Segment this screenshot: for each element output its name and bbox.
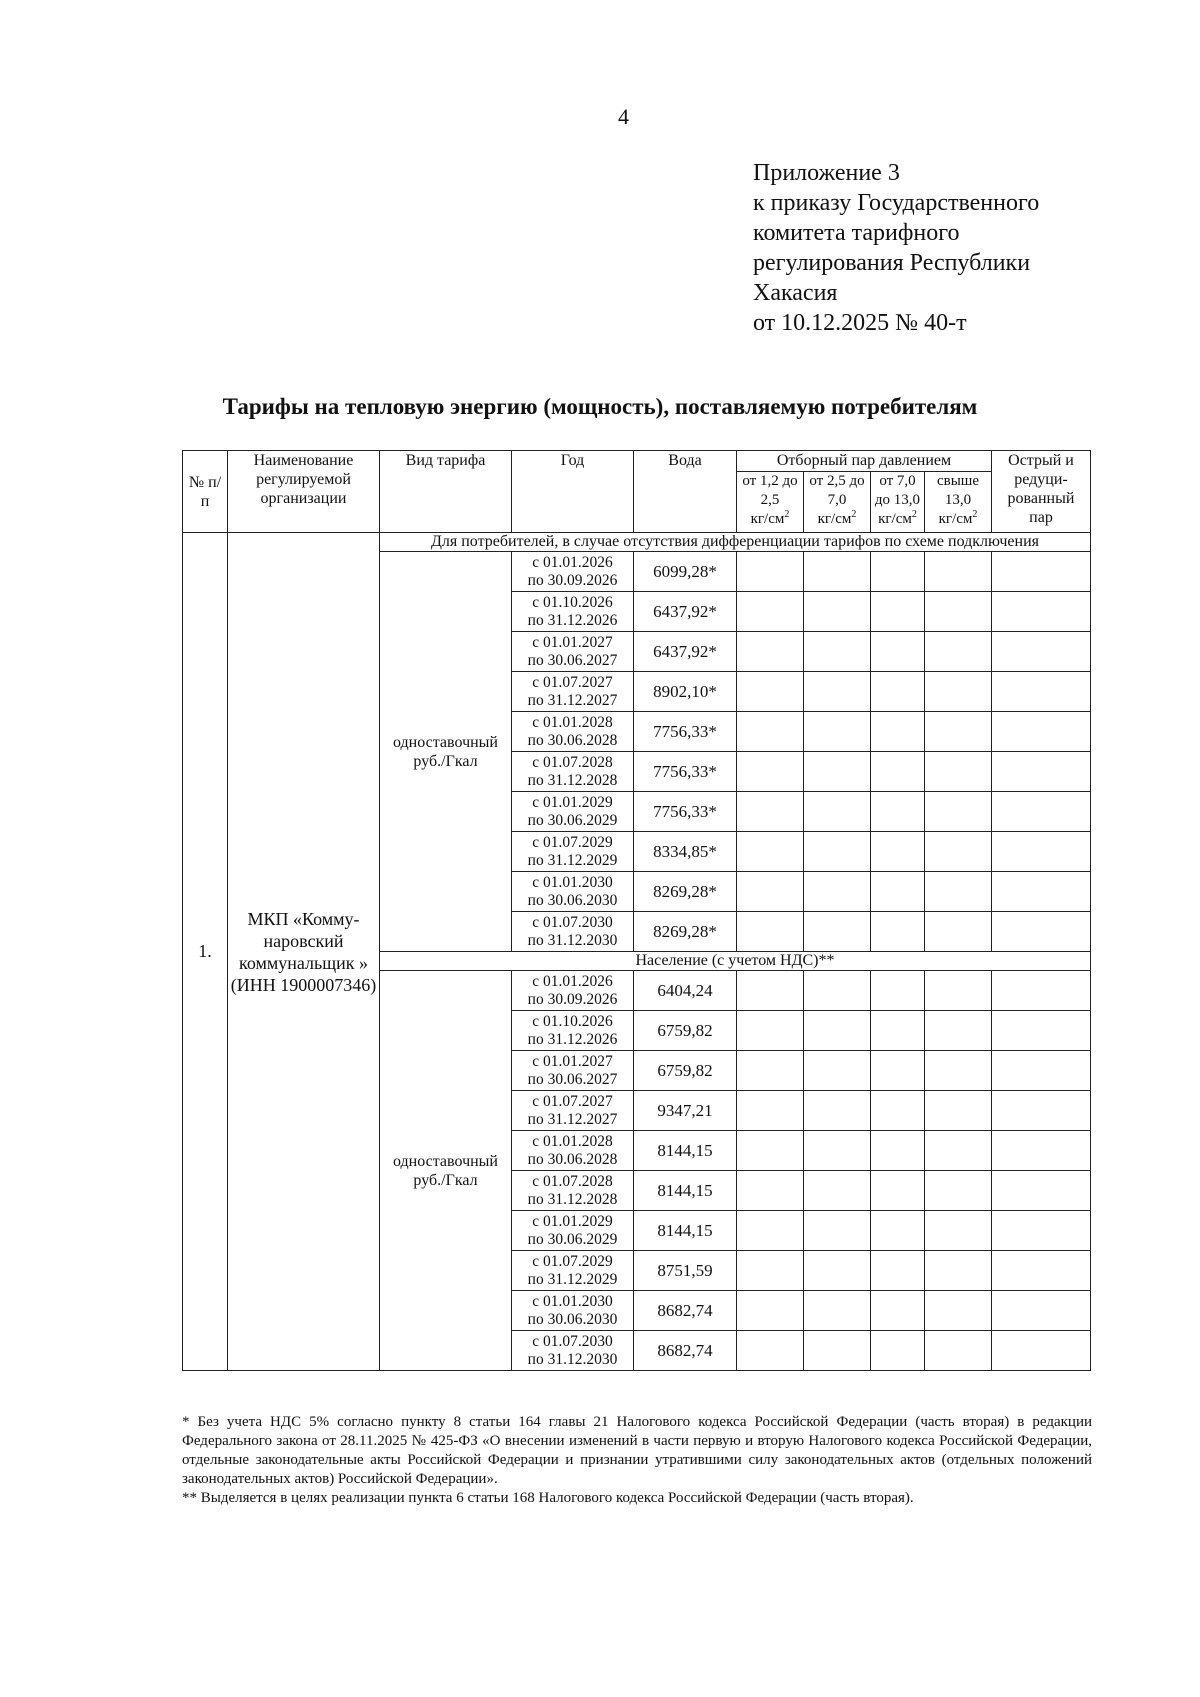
- empty-cell: [871, 1251, 925, 1291]
- empty-cell: [804, 792, 871, 832]
- empty-cell: [871, 912, 925, 952]
- empty-cell: [925, 1291, 992, 1331]
- period-cell: [512, 832, 634, 872]
- empty-cell: [737, 1171, 804, 1211]
- tariff-kind: одноставочный руб./Гкал: [380, 971, 512, 1371]
- period-from: с 01.07.2030: [532, 913, 613, 931]
- appendix-line: от 10.12.2025 № 40-т: [753, 310, 967, 336]
- water-value: 8144,15: [634, 1211, 737, 1251]
- period-from: с 01.07.2029: [532, 1252, 613, 1270]
- tariff-table: [182, 450, 1091, 1371]
- empty-cell: [804, 752, 871, 792]
- empty-cell: [871, 1331, 925, 1371]
- steam-unit: кг/см: [938, 511, 973, 527]
- appendix-line: к приказу Государственного: [753, 190, 1040, 216]
- empty-cell: [804, 1091, 871, 1131]
- empty-cell: [804, 1291, 871, 1331]
- period-cell: [512, 1091, 634, 1131]
- header-steam-1: [737, 472, 804, 533]
- header-tariff-kind: Вид тарифа: [380, 451, 512, 533]
- empty-cell: [992, 1091, 1091, 1131]
- water-value: 8269,28*: [634, 912, 737, 952]
- empty-cell: [992, 1211, 1091, 1251]
- empty-cell: [992, 1131, 1091, 1171]
- empty-cell: [737, 632, 804, 672]
- period-from: с 01.10.2026: [532, 593, 613, 611]
- empty-cell: [925, 1011, 992, 1051]
- empty-cell: [992, 1251, 1091, 1291]
- water-value: 8682,74: [634, 1291, 737, 1331]
- water-value: 7756,33*: [634, 712, 737, 752]
- empty-cell: [737, 1051, 804, 1091]
- empty-cell: [871, 752, 925, 792]
- period-cell: [512, 1251, 634, 1291]
- period-from: с 01.07.2027: [532, 1092, 613, 1110]
- header-water: Вода: [634, 451, 737, 533]
- footnotes: [182, 1413, 1092, 1508]
- empty-cell: [925, 1331, 992, 1371]
- steam-unit-power: 2: [911, 509, 917, 520]
- header-organization: Наименование регулируемой организации: [228, 451, 380, 533]
- empty-cell: [804, 832, 871, 872]
- empty-cell: [871, 592, 925, 632]
- empty-cell: [737, 1251, 804, 1291]
- empty-cell: [871, 712, 925, 752]
- steam-unit-power: 2: [784, 509, 790, 520]
- empty-cell: [737, 1091, 804, 1131]
- empty-cell: [737, 872, 804, 912]
- period-to: по 30.06.2030: [527, 891, 618, 909]
- period-cell: [512, 632, 634, 672]
- period-cell: [512, 1051, 634, 1091]
- empty-cell: [804, 552, 871, 592]
- water-value: 6759,82: [634, 1051, 737, 1091]
- water-value: 7756,33*: [634, 792, 737, 832]
- period-cell: [512, 552, 634, 592]
- period-to: по 31.12.2029: [527, 851, 618, 869]
- page-number: 4: [618, 104, 629, 129]
- empty-cell: [992, 1291, 1091, 1331]
- empty-cell: [925, 752, 992, 792]
- period-to: по 31.12.2027: [527, 691, 618, 709]
- header-steam-4: [925, 472, 992, 533]
- empty-cell: [925, 1131, 992, 1171]
- period-from: с 01.01.2029: [532, 1212, 613, 1230]
- section-row: [183, 533, 1091, 552]
- empty-cell: [992, 1171, 1091, 1211]
- tariff-kind: одноставочный руб./Гкал: [380, 552, 512, 952]
- empty-cell: [737, 712, 804, 752]
- empty-cell: [925, 1051, 992, 1091]
- empty-cell: [737, 552, 804, 592]
- period-from: с 01.01.2027: [532, 633, 613, 651]
- period-to: по 30.06.2028: [527, 731, 618, 749]
- period-cell: [512, 1291, 634, 1331]
- empty-cell: [871, 792, 925, 832]
- empty-cell: [925, 792, 992, 832]
- document-title: Тарифы на тепловую энергию (мощность), поставляемую потребителям: [222, 394, 978, 419]
- steam-range: свыше 13,0: [936, 473, 980, 508]
- empty-cell: [992, 1011, 1091, 1051]
- period-cell: [512, 712, 634, 752]
- period-to: по 31.12.2030: [527, 931, 618, 949]
- empty-cell: [925, 712, 992, 752]
- period-from: с 01.01.2029: [532, 793, 613, 811]
- period-from: с 01.01.2028: [532, 713, 613, 731]
- period-to: по 30.06.2029: [527, 811, 618, 829]
- period-to: по 31.12.2029: [527, 1270, 618, 1288]
- empty-cell: [992, 592, 1091, 632]
- empty-cell: [992, 1051, 1091, 1091]
- water-value: 8751,59: [634, 1251, 737, 1291]
- empty-cell: [804, 672, 871, 712]
- period-cell: [512, 592, 634, 632]
- period-cell: [512, 1131, 634, 1171]
- period-to: по 31.12.2026: [527, 611, 618, 629]
- empty-cell: [737, 1011, 804, 1051]
- empty-cell: [871, 1171, 925, 1211]
- period-to: по 30.09.2026: [527, 571, 618, 589]
- empty-cell: [871, 632, 925, 672]
- period-from: с 01.01.2026: [532, 972, 613, 990]
- steam-range: от 1,2 до 2,5: [742, 473, 798, 508]
- empty-cell: [925, 592, 992, 632]
- steam-range: от 7,0 до 13,0: [874, 473, 921, 508]
- period-to: по 30.06.2027: [527, 1070, 618, 1088]
- period-to: по 31.12.2030: [527, 1350, 618, 1368]
- period-to: по 30.06.2029: [527, 1230, 618, 1248]
- water-value: 9347,21: [634, 1091, 737, 1131]
- period-cell: [512, 792, 634, 832]
- period-from: с 01.07.2027: [532, 673, 613, 691]
- empty-cell: [871, 1011, 925, 1051]
- appendix-line: Приложение 3: [753, 160, 900, 186]
- empty-cell: [737, 912, 804, 952]
- water-value: 8682,74: [634, 1331, 737, 1371]
- header-number: № п/п: [183, 451, 228, 533]
- water-value: 6437,92*: [634, 592, 737, 632]
- period-cell: [512, 872, 634, 912]
- empty-cell: [925, 1251, 992, 1291]
- water-value: 6404,24: [634, 971, 737, 1011]
- empty-cell: [925, 672, 992, 712]
- period-from: с 01.07.2029: [532, 833, 613, 851]
- empty-cell: [737, 592, 804, 632]
- steam-unit: кг/см: [878, 511, 912, 527]
- empty-cell: [992, 632, 1091, 672]
- period-from: с 01.07.2028: [532, 1172, 613, 1190]
- empty-cell: [925, 912, 992, 952]
- period-cell: [512, 971, 634, 1011]
- period-from: с 01.01.2026: [532, 553, 613, 571]
- water-value: 8144,15: [634, 1171, 737, 1211]
- empty-cell: [737, 971, 804, 1011]
- period-cell: [512, 1011, 634, 1051]
- period-from: с 01.01.2030: [532, 1292, 613, 1310]
- appendix-line: регулирования Республики: [753, 250, 1031, 276]
- empty-cell: [992, 971, 1091, 1011]
- period-cell: [512, 672, 634, 712]
- empty-cell: [804, 1171, 871, 1211]
- empty-cell: [992, 792, 1091, 832]
- empty-cell: [737, 1331, 804, 1371]
- row-number: 1.: [183, 533, 228, 1371]
- organization-name: МКП «Комму-наровский коммунальщик » (ИНН 1900007346): [228, 533, 380, 1371]
- empty-cell: [925, 872, 992, 912]
- header-steam-3: [871, 472, 925, 533]
- empty-cell: [871, 1131, 925, 1171]
- period-cell: [512, 1171, 634, 1211]
- empty-cell: [871, 832, 925, 872]
- water-value: 6099,28*: [634, 552, 737, 592]
- empty-cell: [925, 552, 992, 592]
- period-to: по 30.06.2030: [527, 1310, 618, 1328]
- empty-cell: [804, 1331, 871, 1371]
- footnote: * Без учета НДС 5% согласно пункту 8 статьи 164 главы 21 Налогового кодекса Российской Федерации (часть вторая) в редакции Федерального закона от 28.11.2025 № 425-ФЗ «О внесении изменений в части первую и вторую Налогового кодекса Российской Федерации, отдельные законодательные акты Российской Федерации и признании утратившими силу законодательных актов (отдельных положений законодательных актов) Российской Федерации».: [182, 1414, 1092, 1487]
- empty-cell: [804, 632, 871, 672]
- empty-cell: [925, 632, 992, 672]
- empty-cell: [992, 672, 1091, 712]
- period-to: по 31.12.2026: [527, 1030, 618, 1048]
- steam-range: от 2,5 до 7,0: [809, 473, 865, 508]
- header-steam-2: [804, 472, 871, 533]
- empty-cell: [804, 1131, 871, 1171]
- empty-cell: [804, 912, 871, 952]
- empty-cell: [737, 832, 804, 872]
- empty-cell: [804, 1051, 871, 1091]
- period-to: по 30.06.2027: [527, 651, 618, 669]
- header-year: Год: [512, 451, 634, 533]
- empty-cell: [804, 872, 871, 912]
- empty-cell: [925, 832, 992, 872]
- header-steam-group: Отборный пар давлением: [737, 451, 992, 472]
- empty-cell: [925, 1091, 992, 1131]
- period-cell: [512, 752, 634, 792]
- empty-cell: [925, 1171, 992, 1211]
- empty-cell: [871, 672, 925, 712]
- empty-cell: [804, 971, 871, 1011]
- period-cell: [512, 1211, 634, 1251]
- empty-cell: [804, 712, 871, 752]
- empty-cell: [804, 592, 871, 632]
- period-to: по 31.12.2027: [527, 1110, 618, 1128]
- period-from: с 01.10.2026: [532, 1012, 613, 1030]
- empty-cell: [737, 672, 804, 712]
- empty-cell: [992, 912, 1091, 952]
- water-value: 8269,28*: [634, 872, 737, 912]
- period-cell: [512, 1331, 634, 1371]
- tariff-table-body: [183, 533, 1091, 1371]
- steam-unit-power: 2: [972, 509, 978, 520]
- steam-unit: кг/см: [750, 511, 785, 527]
- steam-unit-power: 2: [851, 509, 857, 520]
- empty-cell: [737, 792, 804, 832]
- empty-cell: [992, 752, 1091, 792]
- period-to: по 30.09.2026: [527, 990, 618, 1008]
- empty-cell: [871, 872, 925, 912]
- empty-cell: [992, 1331, 1091, 1371]
- empty-cell: [804, 1011, 871, 1051]
- period-from: с 01.01.2030: [532, 873, 613, 891]
- period-to: по 30.06.2028: [527, 1150, 618, 1168]
- empty-cell: [992, 832, 1091, 872]
- empty-cell: [871, 1051, 925, 1091]
- water-value: 6437,92*: [634, 632, 737, 672]
- empty-cell: [804, 1211, 871, 1251]
- empty-cell: [871, 1091, 925, 1131]
- steam-unit: кг/см: [817, 511, 852, 527]
- appendix-line: комитета тарифного: [753, 220, 960, 246]
- water-value: 7756,33*: [634, 752, 737, 792]
- period-from: с 01.07.2028: [532, 753, 613, 771]
- period-to: по 31.12.2028: [527, 771, 618, 789]
- period-cell: [512, 912, 634, 952]
- empty-cell: [737, 1131, 804, 1171]
- empty-cell: [992, 712, 1091, 752]
- footnote: ** Выделяется в целях реализации пункта 6 статьи 168 Налогового кодекса Российской Федерации (часть вторая).: [182, 1490, 914, 1506]
- section-title: Население (с учетом НДС)**: [380, 952, 1091, 971]
- period-from: с 01.01.2027: [532, 1052, 613, 1070]
- empty-cell: [992, 552, 1091, 592]
- section-title: Для потребителей, в случае отсутствия дифференциации тарифов по схеме подключения: [380, 533, 1091, 552]
- empty-cell: [925, 1211, 992, 1251]
- period-from: с 01.01.2028: [532, 1132, 613, 1150]
- empty-cell: [871, 1291, 925, 1331]
- empty-cell: [871, 552, 925, 592]
- water-value: 8902,10*: [634, 672, 737, 712]
- empty-cell: [925, 971, 992, 1011]
- empty-cell: [737, 1291, 804, 1331]
- water-value: 8144,15: [634, 1131, 737, 1171]
- appendix-line: Хакасия: [753, 280, 838, 306]
- water-value: 6759,82: [634, 1011, 737, 1051]
- period-to: по 31.12.2028: [527, 1190, 618, 1208]
- appendix-block: [753, 158, 1039, 338]
- empty-cell: [737, 1211, 804, 1251]
- empty-cell: [992, 872, 1091, 912]
- header-sharp-steam: Острый и редуци-рованный пар: [992, 451, 1091, 533]
- empty-cell: [804, 1251, 871, 1291]
- water-value: 8334,85*: [634, 832, 737, 872]
- empty-cell: [871, 1211, 925, 1251]
- empty-cell: [871, 971, 925, 1011]
- empty-cell: [737, 752, 804, 792]
- period-from: с 01.07.2030: [532, 1332, 613, 1350]
